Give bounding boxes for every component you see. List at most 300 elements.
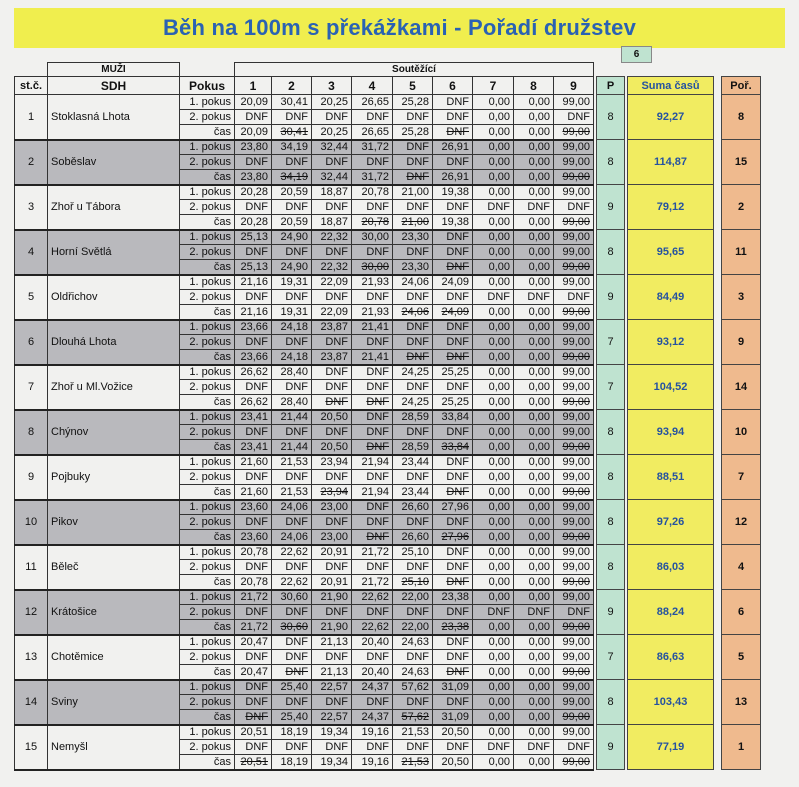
time-cell: 99,00 xyxy=(554,230,594,245)
time-cell: DNF xyxy=(433,575,473,590)
time-cell: 21,72 xyxy=(352,545,393,560)
time-cell: 25,25 xyxy=(433,365,473,380)
row-label: čas xyxy=(180,710,235,725)
p-value: 7 xyxy=(597,320,625,365)
time-cell: 23,87 xyxy=(312,320,352,335)
time-cell: 23,60 xyxy=(235,530,272,545)
time-cell: 0,00 xyxy=(473,485,514,500)
spacer xyxy=(714,455,722,470)
time-cell: DNF xyxy=(312,200,352,215)
team-name: Zhoř u Ml.Vožice xyxy=(48,365,180,410)
row-label: 2. pokus xyxy=(180,155,235,170)
poradi-value: 7 xyxy=(722,455,761,500)
time-cell: 25,13 xyxy=(235,260,272,275)
spacer xyxy=(714,710,722,725)
spacer xyxy=(714,260,722,275)
time-cell: DNF xyxy=(235,515,272,530)
time-cell: 20,09 xyxy=(235,95,272,110)
time-cell: 57,62 xyxy=(393,710,433,725)
table-row xyxy=(15,545,761,560)
time-cell: DNF xyxy=(352,740,393,755)
time-cell: DNF xyxy=(235,605,272,620)
row-label: čas xyxy=(180,575,235,590)
time-cell: 24,37 xyxy=(352,710,393,725)
table-row xyxy=(15,185,761,200)
time-cell: 21,60 xyxy=(235,485,272,500)
poradi-value: 8 xyxy=(722,95,761,140)
poradi-value: 10 xyxy=(722,410,761,455)
row-label: 2. pokus xyxy=(180,110,235,125)
team-number: 7 xyxy=(15,365,48,410)
spacer xyxy=(714,755,722,770)
time-cell: 21,53 xyxy=(393,725,433,740)
spacer xyxy=(714,470,722,485)
time-cell: DNF xyxy=(235,710,272,725)
spacer xyxy=(714,170,722,185)
time-cell: DNF xyxy=(352,395,393,410)
row-label: čas xyxy=(180,260,235,275)
time-cell: 18,19 xyxy=(272,755,312,770)
time-cell: 0,00 xyxy=(514,575,554,590)
time-cell: DNF xyxy=(433,740,473,755)
time-cell: 24,63 xyxy=(393,635,433,650)
spacer xyxy=(594,425,597,440)
time-cell: 21,41 xyxy=(352,350,393,365)
time-cell: 0,00 xyxy=(514,485,554,500)
time-cell: DNF xyxy=(393,290,433,305)
time-cell: DNF xyxy=(433,485,473,500)
spacer xyxy=(625,245,628,260)
spacer xyxy=(714,500,722,515)
time-cell: DNF xyxy=(433,350,473,365)
time-cell: 57,62 xyxy=(393,680,433,695)
time-cell: DNF xyxy=(393,350,433,365)
time-cell: 20,47 xyxy=(235,665,272,680)
time-cell: 0,00 xyxy=(514,305,554,320)
col-header-1: 1 xyxy=(235,77,272,95)
p-value: 7 xyxy=(597,365,625,410)
time-cell: 20,59 xyxy=(272,185,312,200)
time-cell: DNF xyxy=(272,335,312,350)
time-cell: 99,00 xyxy=(554,335,594,350)
time-cell: DNF xyxy=(433,515,473,530)
time-cell: DNF xyxy=(393,380,433,395)
time-cell: 0,00 xyxy=(473,680,514,695)
time-cell: 23,80 xyxy=(235,170,272,185)
time-cell: 0,00 xyxy=(514,425,554,440)
time-cell: 99,00 xyxy=(554,725,594,740)
spacer xyxy=(594,485,597,500)
row-label: čas xyxy=(180,530,235,545)
time-cell: 0,00 xyxy=(514,320,554,335)
spacer xyxy=(714,620,722,635)
time-cell: 0,00 xyxy=(473,215,514,230)
time-cell: 28,59 xyxy=(393,410,433,425)
spacer xyxy=(594,395,597,410)
spacer xyxy=(714,485,722,500)
table-row xyxy=(15,590,761,605)
time-cell: DNF xyxy=(312,365,352,380)
time-cell: 25,28 xyxy=(393,125,433,140)
time-cell: 0,00 xyxy=(473,725,514,740)
poradi-value: 9 xyxy=(722,320,761,365)
time-cell: DNF xyxy=(352,290,393,305)
time-cell: 26,60 xyxy=(393,500,433,515)
time-cell: DNF xyxy=(352,365,393,380)
time-cell: 22,09 xyxy=(312,305,352,320)
time-cell: DNF xyxy=(312,425,352,440)
poradi-value: 1 xyxy=(722,725,761,770)
team-name: Oldřichov xyxy=(48,275,180,320)
time-cell: 21,53 xyxy=(393,755,433,770)
time-cell: DNF xyxy=(393,155,433,170)
row-label: 1. pokus xyxy=(180,680,235,695)
time-cell: 99,00 xyxy=(554,500,594,515)
time-cell: DNF xyxy=(433,110,473,125)
row-label: 1. pokus xyxy=(180,410,235,425)
time-cell: 22,00 xyxy=(393,620,433,635)
time-cell: 99,00 xyxy=(554,170,594,185)
spacer xyxy=(714,275,722,290)
time-cell: DNF xyxy=(235,695,272,710)
team-name: Zhoř u Tábora xyxy=(48,185,180,230)
time-cell: 0,00 xyxy=(473,170,514,185)
p-header: P xyxy=(597,77,625,95)
time-cell: DNF xyxy=(433,260,473,275)
spacer xyxy=(714,605,722,620)
spacer xyxy=(625,530,628,545)
time-cell: 0,00 xyxy=(473,710,514,725)
time-cell: 99,00 xyxy=(554,575,594,590)
time-cell: 20,78 xyxy=(235,575,272,590)
time-cell: 0,00 xyxy=(514,620,554,635)
time-cell: DNF xyxy=(235,470,272,485)
time-cell: 99,00 xyxy=(554,455,594,470)
spacer xyxy=(714,365,722,380)
row-label: čas xyxy=(180,665,235,680)
time-cell: 99,00 xyxy=(554,140,594,155)
p-value: 9 xyxy=(597,185,625,230)
time-cell: 24,06 xyxy=(272,530,312,545)
team-number: 12 xyxy=(15,590,48,635)
suma-value: 86,63 xyxy=(628,635,714,680)
time-cell: 21,00 xyxy=(393,185,433,200)
time-cell: DNF xyxy=(393,560,433,575)
spacer xyxy=(594,335,597,350)
spacer xyxy=(714,140,722,155)
time-cell: 30,41 xyxy=(272,95,312,110)
time-cell: 24,18 xyxy=(272,350,312,365)
spacer xyxy=(625,335,628,350)
poradi-value: 13 xyxy=(722,680,761,725)
time-cell: 99,00 xyxy=(554,395,594,410)
time-cell: 0,00 xyxy=(514,665,554,680)
time-cell: DNF xyxy=(433,320,473,335)
time-cell: DNF xyxy=(272,605,312,620)
row-label: čas xyxy=(180,440,235,455)
spacer xyxy=(625,695,628,710)
spacer xyxy=(594,710,597,725)
time-cell: 31,09 xyxy=(433,680,473,695)
time-cell: DNF xyxy=(393,170,433,185)
time-cell: 21,13 xyxy=(312,635,352,650)
time-cell: DNF xyxy=(473,740,514,755)
spacer xyxy=(714,665,722,680)
time-cell: 0,00 xyxy=(473,110,514,125)
time-cell: DNF xyxy=(272,560,312,575)
results-body xyxy=(15,95,761,770)
time-cell: 0,00 xyxy=(473,395,514,410)
spacer xyxy=(594,650,597,665)
row-label: čas xyxy=(180,485,235,500)
time-cell: DNF xyxy=(554,740,594,755)
col-header-4: 4 xyxy=(352,77,393,95)
time-cell: 26,65 xyxy=(352,125,393,140)
time-cell: 0,00 xyxy=(473,695,514,710)
row-label: čas xyxy=(180,755,235,770)
suma-value: 93,12 xyxy=(628,320,714,365)
team-number: 3 xyxy=(15,185,48,230)
time-cell: DNF xyxy=(235,425,272,440)
time-cell: 26,62 xyxy=(235,365,272,380)
spacer xyxy=(625,665,628,680)
suma-value: 77,19 xyxy=(628,725,714,770)
time-cell: 23,41 xyxy=(235,440,272,455)
time-cell: 0,00 xyxy=(473,545,514,560)
time-cell: 20,50 xyxy=(433,725,473,740)
time-cell: 24,06 xyxy=(393,275,433,290)
time-cell: 0,00 xyxy=(514,335,554,350)
time-cell: 22,62 xyxy=(352,620,393,635)
time-cell: 99,00 xyxy=(554,305,594,320)
team-name: Krátošice xyxy=(48,590,180,635)
spacer xyxy=(625,155,628,170)
time-cell: 0,00 xyxy=(473,425,514,440)
time-cell: DNF xyxy=(473,200,514,215)
time-cell: DNF xyxy=(312,110,352,125)
poradi-value: 11 xyxy=(722,230,761,275)
p-value: 9 xyxy=(597,275,625,320)
time-cell: DNF xyxy=(433,650,473,665)
time-cell: DNF xyxy=(352,425,393,440)
time-cell: 22,62 xyxy=(272,545,312,560)
time-cell: 0,00 xyxy=(473,410,514,425)
time-cell: DNF xyxy=(272,635,312,650)
time-cell: 99,00 xyxy=(554,380,594,395)
time-cell: 23,66 xyxy=(235,320,272,335)
row-label: 1. pokus xyxy=(180,320,235,335)
row-label: čas xyxy=(180,215,235,230)
time-cell: 0,00 xyxy=(473,305,514,320)
p-value: 8 xyxy=(597,455,625,500)
time-cell: 0,00 xyxy=(514,530,554,545)
spacer xyxy=(594,755,597,770)
spacer xyxy=(625,470,628,485)
time-cell: 21,16 xyxy=(235,275,272,290)
poradi-value: 12 xyxy=(722,500,761,545)
p-value: 8 xyxy=(597,230,625,275)
time-cell: 0,00 xyxy=(514,245,554,260)
spacer xyxy=(625,575,628,590)
time-cell: DNF xyxy=(352,500,393,515)
time-cell: 30,00 xyxy=(352,260,393,275)
team-number: 9 xyxy=(15,455,48,500)
time-cell: 99,00 xyxy=(554,635,594,650)
spacer xyxy=(625,260,628,275)
soutezici-header: Soutěžící xyxy=(235,63,594,77)
time-cell: 30,60 xyxy=(272,620,312,635)
spacer xyxy=(625,650,628,665)
time-cell: DNF xyxy=(272,425,312,440)
team-number: 1 xyxy=(15,95,48,140)
time-cell: 23,00 xyxy=(312,530,352,545)
time-cell: DNF xyxy=(352,200,393,215)
time-cell: 21,41 xyxy=(352,320,393,335)
poradi-value: 15 xyxy=(722,140,761,185)
spacer xyxy=(625,215,628,230)
time-cell: 24,25 xyxy=(393,365,433,380)
time-cell: 18,19 xyxy=(272,725,312,740)
time-cell: DNF xyxy=(393,695,433,710)
time-cell: DNF xyxy=(514,740,554,755)
time-cell: 30,60 xyxy=(272,590,312,605)
poradi-value: 14 xyxy=(722,365,761,410)
time-cell: 24,63 xyxy=(393,665,433,680)
row-label: 2. pokus xyxy=(180,200,235,215)
time-cell: 99,00 xyxy=(554,425,594,440)
time-cell: DNF xyxy=(514,605,554,620)
table-row xyxy=(15,725,761,740)
time-cell: DNF xyxy=(433,95,473,110)
time-cell: 0,00 xyxy=(473,230,514,245)
time-cell: 19,34 xyxy=(312,725,352,740)
time-cell: 99,00 xyxy=(554,350,594,365)
time-cell: 33,84 xyxy=(433,440,473,455)
time-cell: 0,00 xyxy=(473,440,514,455)
time-cell: 19,31 xyxy=(272,305,312,320)
time-cell: 99,00 xyxy=(554,215,594,230)
time-cell: 0,00 xyxy=(473,515,514,530)
time-cell: 99,00 xyxy=(554,530,594,545)
time-cell: DNF xyxy=(312,515,352,530)
time-cell: 0,00 xyxy=(514,350,554,365)
time-cell: DNF xyxy=(433,635,473,650)
time-cell: 25,13 xyxy=(235,230,272,245)
spacer xyxy=(594,440,597,455)
time-cell: 20,25 xyxy=(312,125,352,140)
time-cell: 20,50 xyxy=(312,410,352,425)
time-cell: 20,78 xyxy=(235,545,272,560)
time-cell: DNF xyxy=(352,560,393,575)
time-cell: 23,44 xyxy=(393,455,433,470)
time-cell: 21,94 xyxy=(352,485,393,500)
time-cell: DNF xyxy=(433,155,473,170)
time-cell: 24,09 xyxy=(433,275,473,290)
time-cell: 34,19 xyxy=(272,140,312,155)
team-name: Horní Světlá xyxy=(48,230,180,275)
time-cell: DNF xyxy=(312,290,352,305)
time-cell: DNF xyxy=(312,395,352,410)
suma-value: 88,51 xyxy=(628,455,714,500)
spacer xyxy=(714,305,722,320)
spacer xyxy=(594,515,597,530)
time-cell: DNF xyxy=(235,110,272,125)
time-cell: DNF xyxy=(312,335,352,350)
time-cell: 0,00 xyxy=(514,380,554,395)
spacer xyxy=(625,605,628,620)
spacer xyxy=(714,575,722,590)
time-cell: 99,00 xyxy=(554,590,594,605)
team-number: 5 xyxy=(15,275,48,320)
time-cell: 99,00 xyxy=(554,545,594,560)
time-cell: 20,50 xyxy=(433,755,473,770)
time-cell: 31,72 xyxy=(352,170,393,185)
time-cell: 0,00 xyxy=(473,755,514,770)
time-cell: 24,37 xyxy=(352,680,393,695)
time-cell: 30,41 xyxy=(272,125,312,140)
time-cell: DNF xyxy=(312,605,352,620)
time-cell: 0,00 xyxy=(514,95,554,110)
p-value: 7 xyxy=(597,635,625,680)
spacer xyxy=(714,395,722,410)
time-cell: 0,00 xyxy=(473,335,514,350)
time-cell: DNF xyxy=(352,155,393,170)
time-cell: 0,00 xyxy=(473,320,514,335)
time-cell: 23,66 xyxy=(235,350,272,365)
time-cell: 0,00 xyxy=(514,755,554,770)
spacer xyxy=(714,650,722,665)
spacer xyxy=(714,230,722,245)
spacer xyxy=(625,425,628,440)
time-cell: 99,00 xyxy=(554,485,594,500)
time-cell: 23,94 xyxy=(312,455,352,470)
spacer xyxy=(594,350,597,365)
table-row xyxy=(15,230,761,245)
p-value: 8 xyxy=(597,140,625,185)
row-label: 2. pokus xyxy=(180,740,235,755)
time-cell: 0,00 xyxy=(514,110,554,125)
time-cell: 0,00 xyxy=(473,455,514,470)
spacer xyxy=(625,440,628,455)
time-cell: 0,00 xyxy=(473,635,514,650)
spacer xyxy=(594,110,597,125)
time-cell: 23,00 xyxy=(312,500,352,515)
time-cell: DNF xyxy=(312,650,352,665)
spacer xyxy=(714,410,722,425)
time-cell: 0,00 xyxy=(473,275,514,290)
col-header-2: 2 xyxy=(272,77,312,95)
time-cell: DNF xyxy=(272,200,312,215)
time-cell: DNF xyxy=(433,380,473,395)
time-cell: 0,00 xyxy=(514,515,554,530)
p-value: 8 xyxy=(597,410,625,455)
spacer xyxy=(714,290,722,305)
spacer xyxy=(625,305,628,320)
time-cell: DNF xyxy=(554,290,594,305)
time-cell: DNF xyxy=(352,650,393,665)
spacer xyxy=(714,155,722,170)
time-cell: 25,10 xyxy=(393,545,433,560)
row-label: 2. pokus xyxy=(180,650,235,665)
time-cell: 24,09 xyxy=(433,305,473,320)
time-cell: 23,80 xyxy=(235,140,272,155)
time-cell: 34,19 xyxy=(272,170,312,185)
time-cell: DNF xyxy=(352,695,393,710)
spacer xyxy=(625,710,628,725)
time-cell: 21,93 xyxy=(352,305,393,320)
time-cell: DNF xyxy=(514,290,554,305)
spacer xyxy=(714,335,722,350)
